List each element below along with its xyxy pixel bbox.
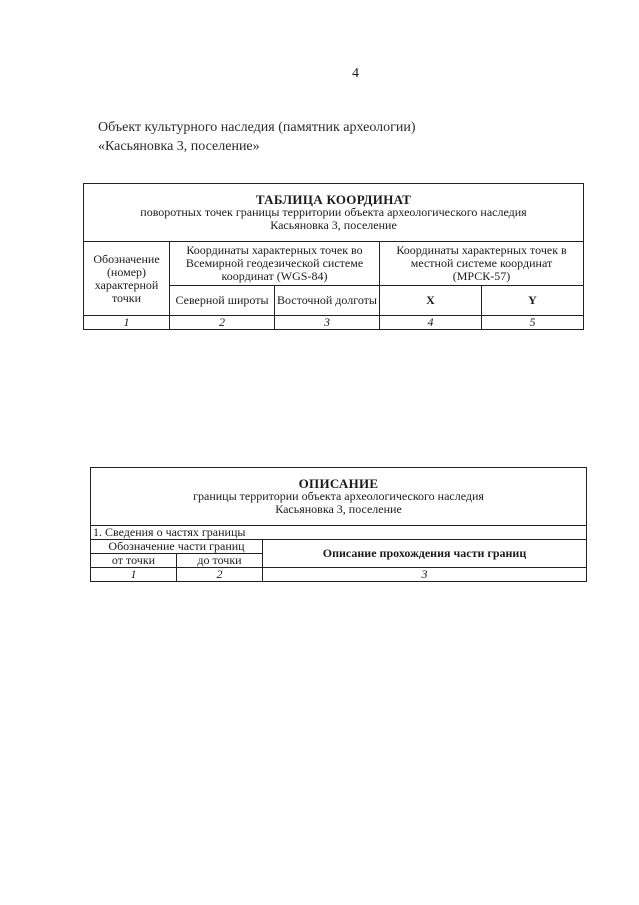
coord-table-object: Касьяновка 3, поселение — [270, 218, 397, 232]
desc-column-number-1: 1 — [91, 568, 177, 582]
col-header-y: Y — [482, 286, 584, 316]
col-header-from: от точки — [91, 554, 177, 568]
desc-column-number-3: 3 — [263, 568, 587, 582]
coord-table-title: ТАБЛИЦА КООРДИНАТ — [255, 192, 412, 207]
coord-table-subtitle: поворотных точек границы территории объекта археологического наследия — [140, 205, 527, 219]
description-table — [90, 467, 587, 582]
col-header-latitude: Северной широты — [170, 286, 275, 316]
desc-table-subtitle: границы территории объекта археологического наследия — [193, 489, 484, 503]
section-title: 1. Сведения о частях границы — [91, 526, 587, 540]
col-header-part: Обозначение части границ — [91, 540, 263, 554]
column-number-1: 1 — [84, 316, 170, 330]
col-header-wgs: Координаты характерных точек во Всемирной геодезической системе координат (WGS-84) — [170, 242, 380, 286]
desc-table-header — [91, 468, 587, 526]
col-header-to: до точки — [177, 554, 263, 568]
heading-line-2: «Касьяновка 3, поселение» — [98, 139, 260, 154]
desc-table-object: Касьяновка 3, поселение — [275, 502, 402, 516]
column-number-2: 2 — [170, 316, 275, 330]
col-header-msk: Координаты характерных точек в местной системе координат (МРСК-57) — [380, 242, 584, 286]
page-number: 4 — [352, 66, 359, 81]
desc-column-number-2: 2 — [177, 568, 263, 582]
desc-table-title: ОПИСАНИЕ — [298, 476, 379, 491]
column-number-5: 5 — [482, 316, 584, 330]
col-header-description: Описание прохождения части границ — [263, 540, 587, 568]
coordinates-table — [83, 183, 584, 330]
column-number-4: 4 — [380, 316, 482, 330]
column-number-3: 3 — [275, 316, 380, 330]
col-header-point: Обозначение (номер) характерной точки — [84, 242, 170, 316]
heading-line-1: Объект культурного наследия (памятник археологии) — [98, 120, 416, 135]
col-header-longitude: Восточной долготы — [275, 286, 380, 316]
col-header-x: X — [380, 286, 482, 316]
coord-table-header — [84, 184, 584, 242]
document-heading — [98, 118, 416, 156]
